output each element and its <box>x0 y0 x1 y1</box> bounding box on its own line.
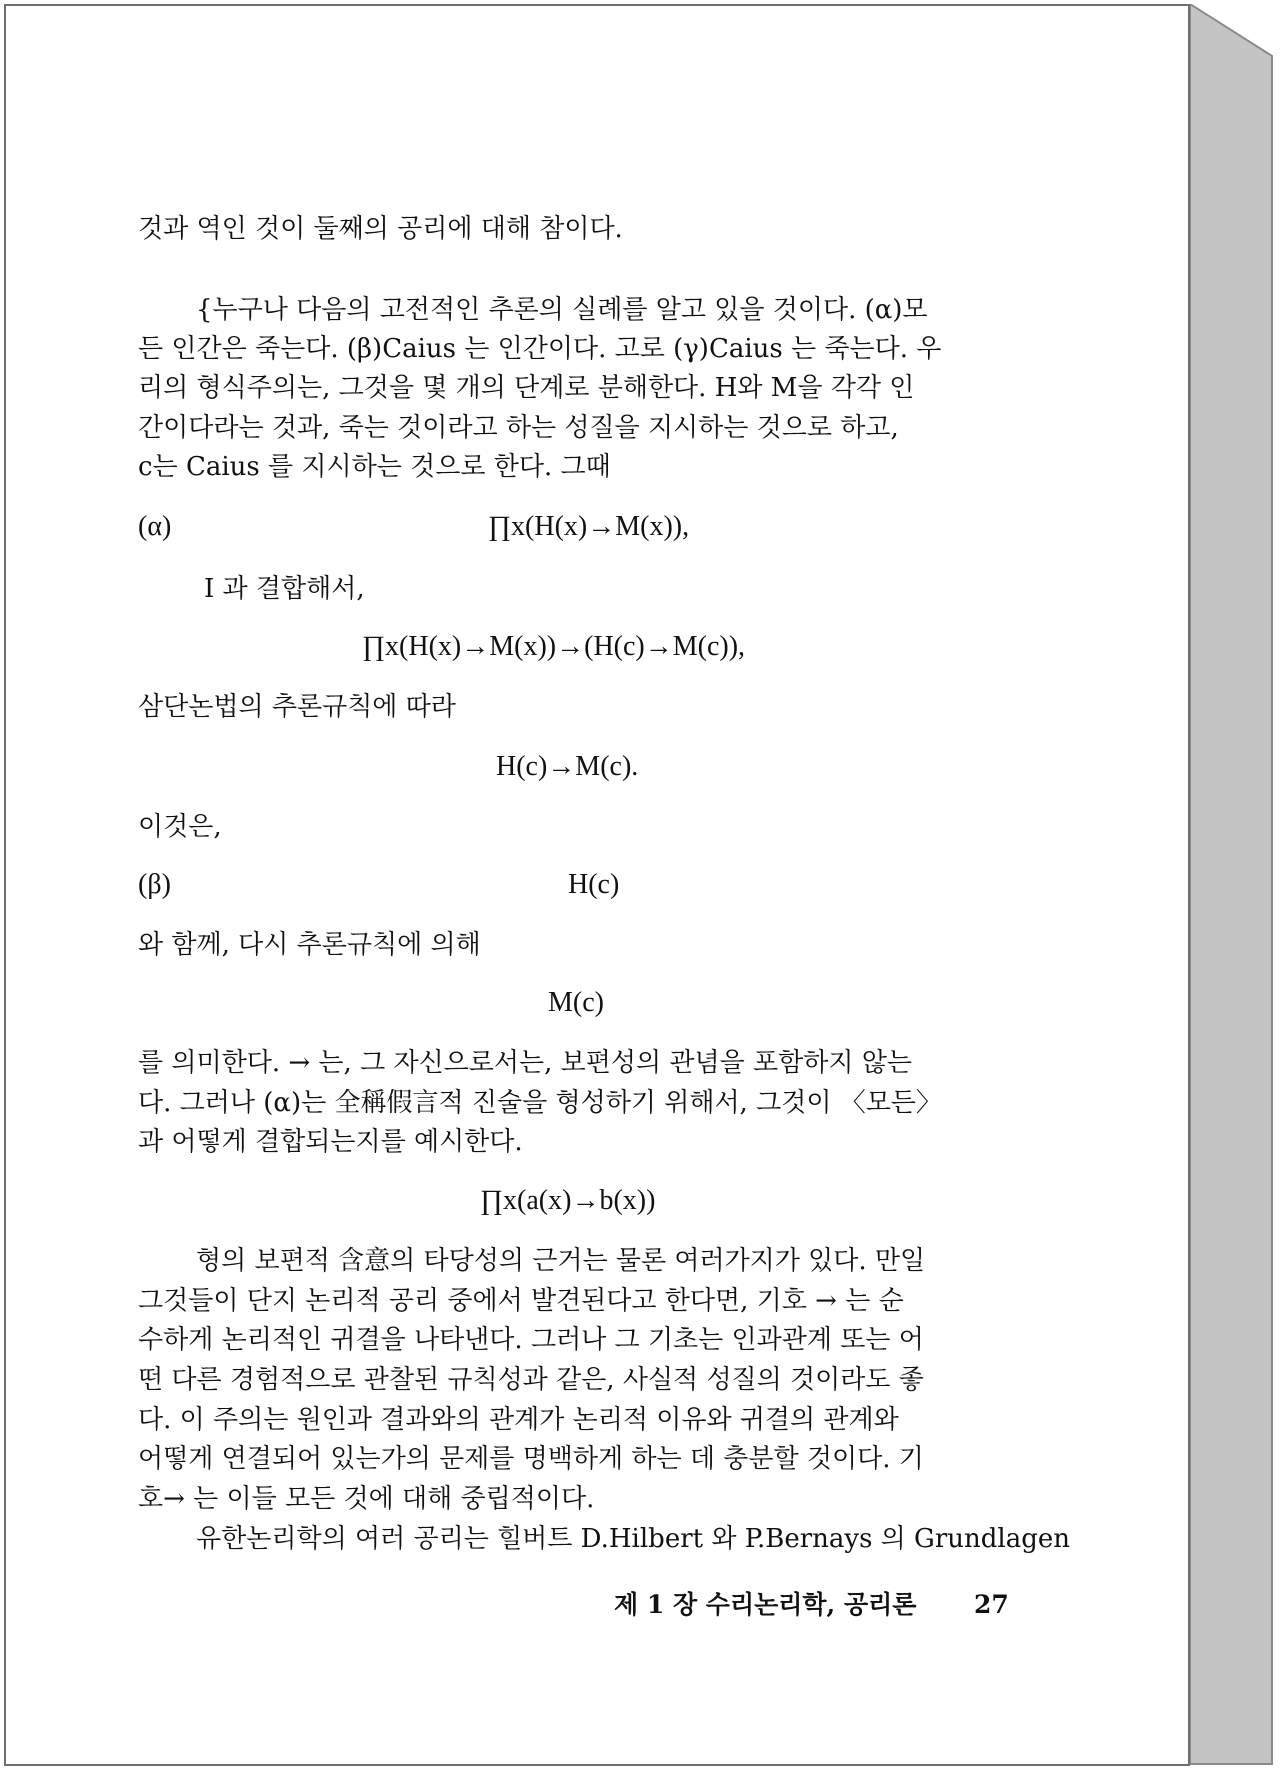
text-line: 어떻게 연결되어 있는가의 문제를 명백하게 하는 데 충분할 것이다. 기 <box>138 1444 924 1474</box>
text-line: 형의 보편적 含意의 타당성의 근거는 물론 여러가지가 있다. 만일 <box>196 1246 926 1276</box>
formula: ∏x(H(x)→M(x)), <box>488 511 690 542</box>
formula: ∏x(a(x)→b(x)) <box>480 1185 656 1216</box>
formula-label: (α) <box>138 511 172 542</box>
formula-label: (β) <box>138 869 171 900</box>
text-line: 과 어떻게 결합되는지를 예시한다. <box>138 1127 523 1157</box>
page-number: 27 <box>974 1590 1009 1619</box>
text-line: 간이다라는 것과, 죽는 것이라고 하는 성질을 지시하는 것으로 하고, <box>138 413 899 443</box>
text-line: 수하게 논리적인 귀결을 나타낸다. 그러나 그 기초는 인과관계 또는 어 <box>138 1325 924 1355</box>
formula: H(c) <box>568 869 620 900</box>
text-line: 호→ 는 이들 모든 것에 대해 중립적이다. <box>138 1484 595 1514</box>
text-line: 든 인간은 죽는다. (β)Caius 는 인간이다. 고로 (γ)Caius 는 죽는다. 우 <box>138 334 942 364</box>
text-line: 다. 그러나 (α)는 全稱假言적 진술을 형성하기 위해서, 그것이 〈모든〉 <box>138 1088 942 1118</box>
text-line: 다. 이 주의는 원인과 결과와의 관계가 논리적 이유와 귀결의 관계와 <box>138 1405 899 1435</box>
text-line: 이것은, <box>138 812 222 842</box>
text-line: 를 의미한다. → 는, 그 자신으로서는, 보편성의 관념을 포함하지 않는 <box>138 1048 912 1078</box>
text-line: {누구나 다음의 고전적인 추론의 실례를 알고 있을 것이다. (α)모 <box>196 295 928 325</box>
text-line: I 과 결합해서, <box>204 574 365 604</box>
formula: H(c)→M(c). <box>496 751 639 782</box>
text-line: 그것들이 단지 논리적 공리 중에서 발견된다고 한다면, 기호 → 는 순 <box>138 1286 904 1316</box>
text-line: 것과 역인 것이 둘째의 공리에 대해 참이다. <box>138 214 623 244</box>
text-line: 유한논리학의 여러 공리는 힐버트 D.Hilbert 와 P.Bernays 의 Grundlagen <box>196 1524 1070 1554</box>
formula: M(c) <box>548 987 604 1018</box>
text-line: c는 Caius 를 지시하는 것으로 한다. 그때 <box>138 452 611 482</box>
footer-chapter: 제 1 장 수리논리학, 공리론 <box>614 1590 917 1619</box>
formula: ∏x(H(x)→M(x))→(H(c)→M(c)), <box>362 631 746 662</box>
book-spine-edge <box>1190 4 1276 1766</box>
book-page <box>4 4 1190 1766</box>
text-line: 떤 다른 경험적으로 관찰된 규칙성과 같은, 사실적 성질의 것이라도 좋 <box>138 1365 924 1395</box>
text-line: 리의 형식주의는, 그것을 몇 개의 단계로 분해한다. H와 M을 각각 인 <box>138 373 915 403</box>
text-line: 와 함께, 다시 추론규칙에 의해 <box>138 930 481 960</box>
text-line: 삼단논법의 추론규칙에 따라 <box>138 692 456 722</box>
